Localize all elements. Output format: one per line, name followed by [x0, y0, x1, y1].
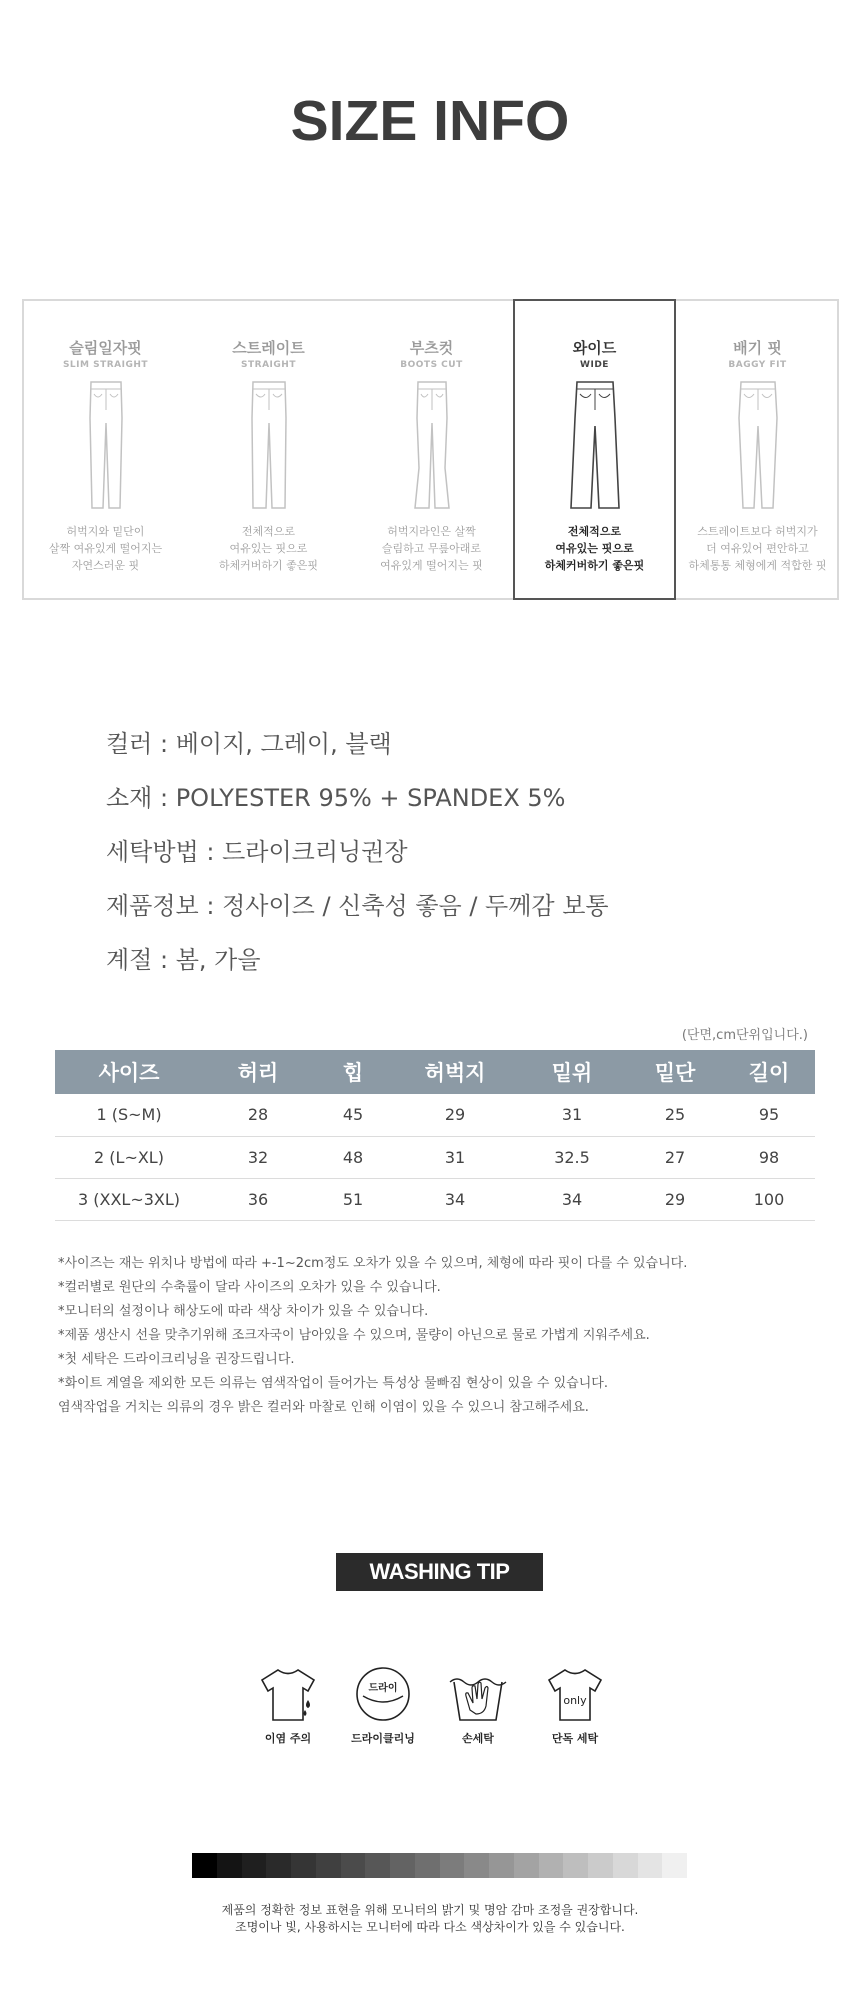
header-hip: 힙	[313, 1050, 393, 1094]
fit-name-en: BOOTS CUT	[400, 360, 463, 370]
care-item-stain	[253, 1666, 323, 1746]
care-label: 드라이클리닝	[351, 1732, 415, 1745]
fit-description: 전체적으로 여유있는 핏으로 하체커버하기 좋은핏	[544, 525, 645, 572]
grayscale-swatch	[662, 1853, 687, 1878]
info-material: 소재 : POLYESTER 95% + SPANDEX 5%	[106, 784, 566, 812]
cell: 100	[723, 1178, 815, 1220]
wide-pants-icon	[565, 378, 625, 513]
header-hem: 밑단	[627, 1050, 723, 1094]
care-label: 이염 주의	[264, 1732, 312, 1745]
grayscale-swatch	[638, 1853, 663, 1878]
fit-name-en: BAGGY FIT	[728, 360, 787, 370]
hand-wash-icon	[448, 1666, 508, 1724]
wash-separately-icon	[545, 1666, 605, 1724]
note-line: *제품 생산시 선을 맞추기위해 조크자국이 남아있을 수 있으며, 물량이 아닌으로 물로 가볍게 지워주세요.	[58, 1328, 650, 1343]
grayscale-swatch	[390, 1853, 415, 1878]
cell: 28	[203, 1094, 313, 1136]
header-waist: 허리	[203, 1050, 313, 1094]
cell: 34	[517, 1178, 627, 1220]
note-line: *모니터의 설정이나 해상도에 따라 색상 차이가 있을 수 있습니다.	[58, 1304, 429, 1319]
grayscale-swatch	[316, 1853, 341, 1878]
info-color: 컬러 : 베이지, 그레이, 블랙	[106, 730, 392, 758]
cell: 1 (S~M)	[55, 1094, 203, 1136]
fit-name-ko: 배기 핏	[733, 339, 782, 357]
fit-name-ko: 와이드	[572, 339, 617, 357]
cell: 32.5	[517, 1136, 627, 1178]
fit-description: 스트레이트보다 허벅지가 더 여유있어 편안하고 하체통통 체형에게 적합한 핏	[688, 525, 827, 572]
note-line: *화이트 계열을 제외한 모든 의류는 염색작업이 들어가는 특성상 물빠짐 현상이 있을 수 있습니다.	[58, 1376, 608, 1391]
info-season: 계절 : 봄, 가을	[106, 946, 261, 974]
only-text: only	[563, 1694, 587, 1707]
cell: 36	[203, 1178, 313, 1220]
care-item-wash-separately	[540, 1666, 610, 1746]
cell: 2 (L~XL)	[55, 1136, 203, 1178]
grayscale-swatch	[415, 1853, 440, 1878]
baggy-pants-icon	[728, 378, 788, 513]
grayscale-swatch	[464, 1853, 489, 1878]
care-label: 단독 세탁	[551, 1732, 599, 1745]
disclaimer-line: 조명이나 빛, 사용하시는 모니터에 따라 다소 색상차이가 있을 수 있습니다.	[235, 1920, 625, 1934]
header-thigh: 허벅지	[393, 1050, 517, 1094]
tshirt-stain-icon	[258, 1666, 318, 1724]
table-row	[55, 1178, 815, 1220]
fit-description: 허벅지와 밑단이 살짝 여유있게 떨어지는 자연스러운 핏	[48, 525, 163, 572]
slim-straight-pants-icon	[76, 378, 136, 513]
header-rise: 밑위	[517, 1050, 627, 1094]
fit-description: 허벅지라인은 살짝 슬림하고 무릎아래로 여유있게 떨어지는 핏	[380, 525, 483, 572]
grayscale-swatch	[440, 1853, 465, 1878]
cell: 29	[393, 1094, 517, 1136]
page-title: SIZE INFO	[290, 89, 570, 153]
fit-name-ko: 부츠컷	[409, 339, 454, 357]
fit-option-wide	[513, 299, 676, 600]
fit-name-en: STRAIGHT	[241, 360, 296, 370]
cell: 98	[723, 1136, 815, 1178]
grayscale-swatch	[563, 1853, 588, 1878]
table-row	[55, 1136, 815, 1178]
note-line: 염색작업을 거치는 의류의 경우 밝은 컬러와 마찰로 인해 이염이 있을 수 있으니 참고해주세요.	[58, 1400, 589, 1415]
grayscale-swatch	[365, 1853, 390, 1878]
grayscale-bar	[192, 1853, 687, 1878]
cell: 32	[203, 1136, 313, 1178]
grayscale-swatch	[588, 1853, 613, 1878]
fit-name-ko: 슬림일자핏	[69, 339, 142, 357]
cell: 51	[313, 1178, 393, 1220]
grayscale-swatch	[539, 1853, 564, 1878]
cell: 45	[313, 1094, 393, 1136]
fit-name-ko: 스트레이트	[232, 339, 305, 357]
cell: 48	[313, 1136, 393, 1178]
cell: 25	[627, 1094, 723, 1136]
note-line: *컬러별로 원단의 수축률이 달라 사이즈의 오차가 있을 수 있습니다.	[58, 1280, 441, 1295]
info-product: 제품정보 : 정사이즈 / 신축성 좋음 / 두께감 보통	[106, 892, 609, 920]
grayscale-swatch	[192, 1853, 217, 1878]
fit-option-boots-cut	[350, 301, 513, 598]
boots-cut-pants-icon	[402, 378, 462, 513]
grayscale-swatch	[291, 1853, 316, 1878]
unit-note: (단면,cm단위입니다.)	[681, 1028, 808, 1043]
header-size: 사이즈	[55, 1050, 203, 1094]
care-item-hand-wash	[443, 1666, 513, 1746]
monitor-disclaimer	[0, 1902, 860, 1936]
dry-clean-text: 드라이	[368, 1683, 398, 1694]
cell: 31	[517, 1094, 627, 1136]
grayscale-swatch	[341, 1853, 366, 1878]
info-washing: 세탁방법 : 드라이크리닝권장	[106, 838, 408, 866]
straight-pants-icon	[239, 378, 299, 513]
fit-guide	[22, 299, 839, 600]
cell: 34	[393, 1178, 517, 1220]
grayscale-swatch	[266, 1853, 291, 1878]
product-info	[106, 722, 609, 992]
cell: 95	[723, 1094, 815, 1136]
disclaimer-line: 제품의 정확한 정보 표현을 위해 모니터의 밝기 및 명암 감마 조정을 권장합니다.	[221, 1903, 639, 1917]
cell: 3 (XXL~3XL)	[55, 1178, 203, 1220]
table-header-row	[55, 1050, 815, 1094]
note-line: *사이즈는 재는 위치나 방법에 따라 +-1~2cm정도 오차가 있을 수 있으며, 체형에 따라 핏이 다를 수 있습니다.	[58, 1256, 688, 1271]
fit-name-en: SLIM STRAIGHT	[62, 360, 149, 370]
fit-option-baggy	[676, 301, 839, 598]
fit-name-en: WIDE	[580, 360, 609, 370]
note-line: *첫 세탁은 드라이크리닝을 권장드립니다.	[58, 1352, 295, 1367]
grayscale-swatch	[514, 1853, 539, 1878]
dry-clean-icon	[353, 1666, 413, 1724]
fit-option-slim-straight	[24, 301, 187, 598]
size-notes	[58, 1252, 687, 1420]
header-length: 길이	[723, 1050, 815, 1094]
size-table	[55, 1050, 815, 1221]
care-label: 손세탁	[462, 1732, 494, 1745]
grayscale-swatch	[217, 1853, 242, 1878]
cell: 27	[627, 1136, 723, 1178]
grayscale-swatch	[489, 1853, 514, 1878]
fit-option-straight	[187, 301, 350, 598]
care-item-dry-clean	[348, 1666, 418, 1746]
table-row	[55, 1094, 815, 1136]
washing-tip-title: WASHING TIP	[336, 1553, 543, 1591]
fit-description: 전체적으로 여유있는 핏으로 하체커버하기 좋은핏	[218, 525, 319, 572]
grayscale-swatch	[242, 1853, 267, 1878]
cell: 31	[393, 1136, 517, 1178]
grayscale-swatch	[613, 1853, 638, 1878]
cell: 29	[627, 1178, 723, 1220]
